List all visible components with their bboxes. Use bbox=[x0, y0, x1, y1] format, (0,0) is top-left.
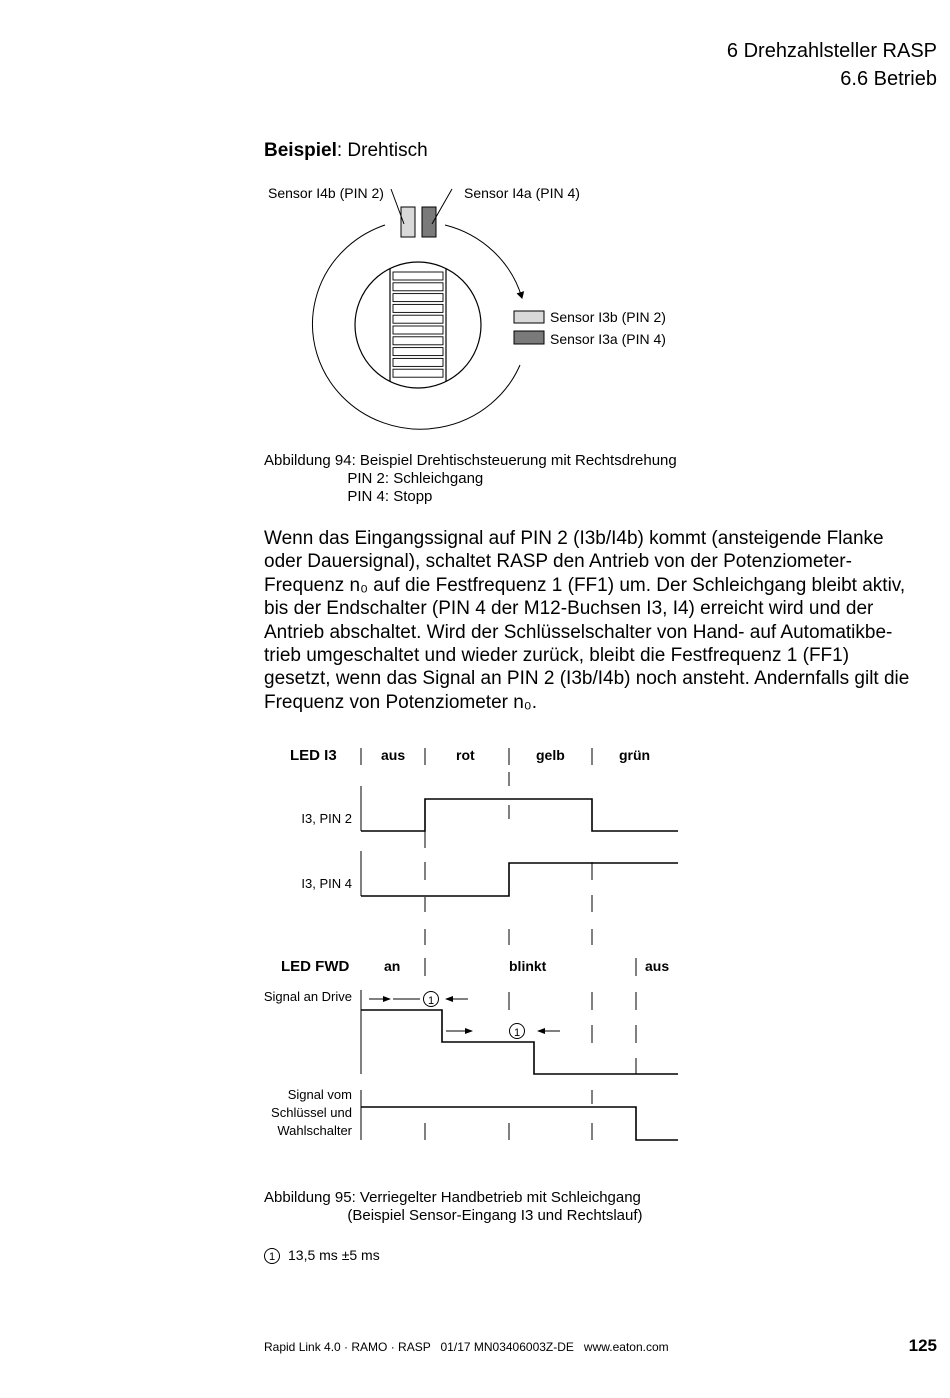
sensor-i4a-label: Sensor I4a (PIN 4) bbox=[464, 185, 580, 201]
drive-signal-label: Signal an Drive bbox=[263, 989, 352, 1004]
delay-marker-1 bbox=[424, 992, 439, 1008]
switch-signal-label-3: Wahlschalter bbox=[277, 1123, 352, 1138]
led-i3-state-gelb: gelb bbox=[536, 747, 565, 763]
section-title: 6.6 Betrieb bbox=[840, 68, 937, 90]
chapter-title: 6 Drehzahlsteller RASP bbox=[726, 40, 937, 62]
note-marker-label: 1 bbox=[268, 1251, 276, 1263]
delay-marker-2 bbox=[510, 1024, 525, 1040]
figure-95-caption: Abbildung 95: Verriegelter Handbetrieb mit Schleichgang (Beispiel Sensor-Eingang I3 und Rechtslauf) bbox=[264, 1189, 643, 1224]
led-fwd-title: LED FWD bbox=[281, 958, 350, 975]
led-i3-state-aus: aus bbox=[381, 747, 406, 763]
note-marker bbox=[264, 1247, 284, 1267]
footer-text: Rapid Link 4.0 · RAMO · RASP 01/17 MN03406003Z-DE www.eaton.com bbox=[264, 1340, 669, 1354]
signal-i3-pin4-label: I3, PIN 4 bbox=[301, 876, 352, 891]
body-paragraph: Wenn das Eingangssignal auf PIN 2 (I3b/I4b) kommt (ansteigende Flanke oder Dauersignal), schaltet RASP den Antrieb von der Potenziometer- Frequenz n₀ auf die Festfrequenz 1 (FF1) um. Der Schleichgang bleibt aktiv, bis der Endschalter (PIN 4 der M12-Buchsen I3, I4) erreicht wird und der Antrieb abschaltet. Wird der Schlüsselschalter von Hand- auf Automatikbe- trieb umgeschaltet und wieder zurück, bleibt die Festfrequenz 1 (FF1) gesetzt, wenn das Signal an PIN 2 (I3b/I4b) noch ansteht. Andernfalls gilt die Frequenz von Potenziometer n₀. bbox=[264, 528, 910, 713]
sensor-i4b-label: Sensor I4b (PIN 2) bbox=[268, 185, 384, 201]
led-fwd-state-blinkt: blinkt bbox=[509, 958, 547, 974]
example-label: Beispiel bbox=[264, 140, 337, 161]
page-number: 125 bbox=[908, 1336, 937, 1355]
signal-i3-pin2-label: I3, PIN 2 bbox=[301, 811, 352, 826]
trace-switch bbox=[361, 1107, 678, 1140]
delay-marker-1-label: 1 bbox=[427, 995, 435, 1007]
switch-signal-label-2: Schlüssel und bbox=[271, 1105, 352, 1120]
trace-i3-pin2 bbox=[361, 799, 678, 831]
delay-markers bbox=[369, 999, 560, 1031]
note-text: 13,5 ms ±5 ms bbox=[288, 1247, 380, 1263]
delay-marker-2-label: 1 bbox=[513, 1027, 521, 1039]
trace-i3-pin4 bbox=[361, 863, 678, 896]
figure-94-caption: Abbildung 94: Beispiel Drehtischsteuerung mit Rechtsdrehung PIN 2: Schleichgang PIN 4: Stopp bbox=[264, 452, 677, 505]
switch-signal-label-1: Signal vom bbox=[287, 1087, 352, 1102]
led-i3-state-rot: rot bbox=[456, 747, 475, 763]
sensor-i3a-label: Sensor I3a (PIN 4) bbox=[550, 331, 666, 347]
timing-guides bbox=[425, 772, 636, 1140]
example-text: Drehtisch bbox=[342, 140, 428, 161]
trace-drive bbox=[361, 1010, 678, 1074]
led-fwd-state-aus: aus bbox=[645, 958, 670, 974]
sensor-i3b-label: Sensor I3b (PIN 2) bbox=[550, 309, 666, 325]
led-i3-state-gruen: grün bbox=[619, 747, 651, 763]
led-i3-title: LED I3 bbox=[290, 747, 337, 764]
led-fwd-state-an: an bbox=[384, 958, 401, 974]
example-colon: : bbox=[336, 140, 343, 161]
